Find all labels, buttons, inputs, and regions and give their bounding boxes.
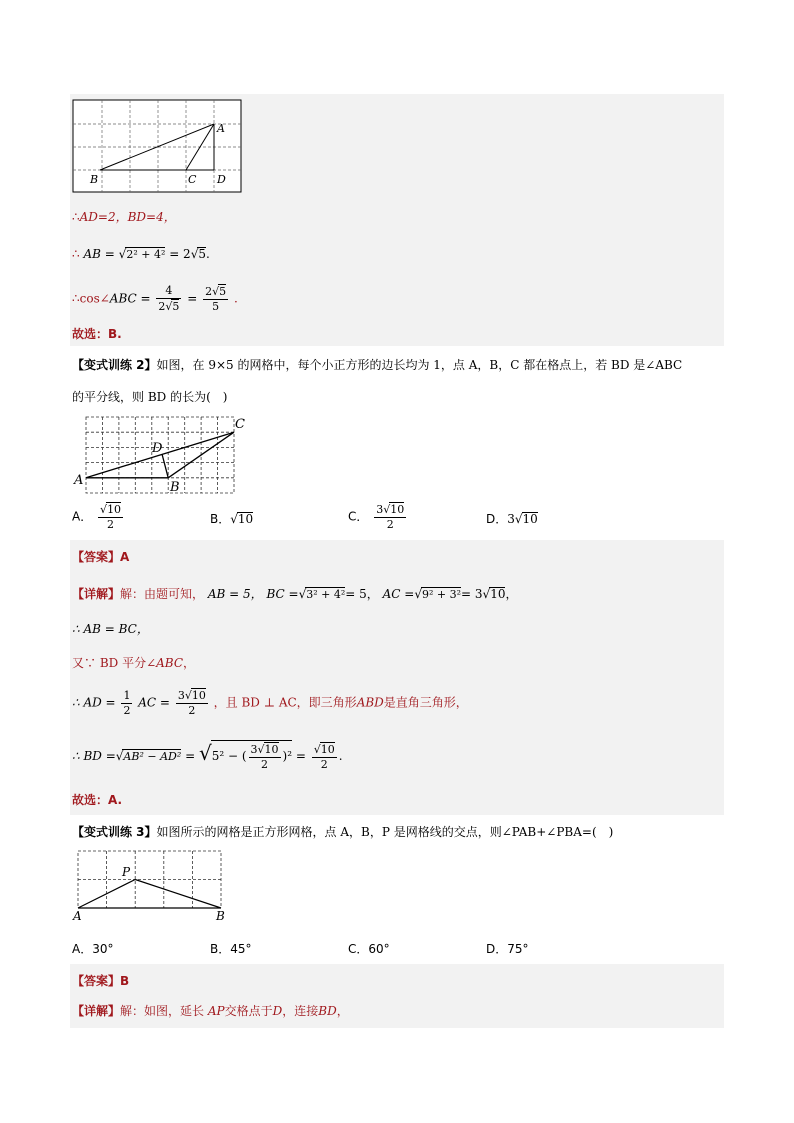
- grid-figure-1: [72, 99, 244, 195]
- q2-option-a[interactable]: A． $\frac{√10}{2}$: [72, 503, 122, 531]
- q2-detail-line-4: ∴ AD = $\frac{1}{2}$ AC = $\frac{3√10}{2}$ ，且 BD ⊥ AC，即三角形ABD是直角三角形，: [72, 688, 468, 717]
- answer-block-2: [70, 540, 724, 815]
- grid-figure-3: [72, 848, 232, 924]
- label-D: D: [152, 441, 163, 456]
- label-D: D: [217, 173, 226, 186]
- label-B: B: [90, 173, 99, 186]
- q2-detail-line-3: 又∵ BD 平分∠ABC，: [72, 656, 196, 670]
- label-B: B: [170, 480, 180, 495]
- q2-answer: 【答案】A: [72, 550, 130, 564]
- label-C: C: [235, 417, 245, 432]
- q2-detail-line-1: 【详解】解：由题可知， AB = 5， BC =√3² + 4²= 5， AC =√9² + 3²= 3√10，: [72, 587, 518, 601]
- q2-stem-line-2: 的平分线，则 BD 的长为( ): [72, 390, 228, 404]
- sol1-choice: 故选：B.: [72, 327, 122, 341]
- q3-option-d[interactable]: D．75°: [486, 942, 529, 956]
- q3-option-c[interactable]: C．60°: [348, 942, 390, 956]
- q2-stem-line-1: 【变式训练 2】如图，在 9×5 的网格中，每个小正方形的边长均为 1，点 A，B，C 都在格点上，若 BD 是∠ABC: [72, 358, 683, 372]
- q2-option-c[interactable]: C． $\frac{3√10}{2}$: [348, 503, 405, 531]
- sol1-line-2: ∴ AB = √2² + 4² = 2√5.: [72, 247, 210, 261]
- q2-option-b[interactable]: B．√10: [210, 512, 254, 526]
- label-C: C: [188, 173, 197, 186]
- sol1-line-1: ∴AD=2，BD=4，: [72, 210, 176, 224]
- q3-stem: 【变式训练 3】如图所示的网格是正方形网格，点 A，B，P 是网格线的交点，则∠PAB+∠PBA=( ): [72, 825, 614, 839]
- label-A: A: [217, 122, 225, 135]
- q3-detail-line-1: 【详解】解：如图，延长 AP交格点于D，连接BD，: [72, 1004, 349, 1018]
- label-P: P: [122, 865, 131, 879]
- q3-option-b[interactable]: B．45°: [210, 942, 252, 956]
- q2-choice: 故选：A.: [72, 793, 123, 807]
- q3-answer: 【答案】B: [72, 974, 130, 988]
- q2-option-d[interactable]: D．3√10: [486, 512, 538, 526]
- grid-figure-2: [72, 414, 252, 498]
- label-B: B: [216, 909, 225, 923]
- q2-detail-line-2: ∴ AB = BC，: [72, 622, 149, 636]
- label-A: A: [73, 909, 82, 923]
- label-A: A: [74, 473, 84, 488]
- sol1-line-3: ∴cos∠ABC = $\frac{4}{2√5}$ = $\frac{2√5}{5}$ .: [72, 284, 238, 313]
- q2-detail-line-5: ∴ BD =√AB² − AD² = √5² − ( $\frac{3√10}{2}$ )² = $\frac{√10}{2}$ .: [72, 741, 343, 771]
- q3-option-a[interactable]: A．30°: [72, 942, 114, 956]
